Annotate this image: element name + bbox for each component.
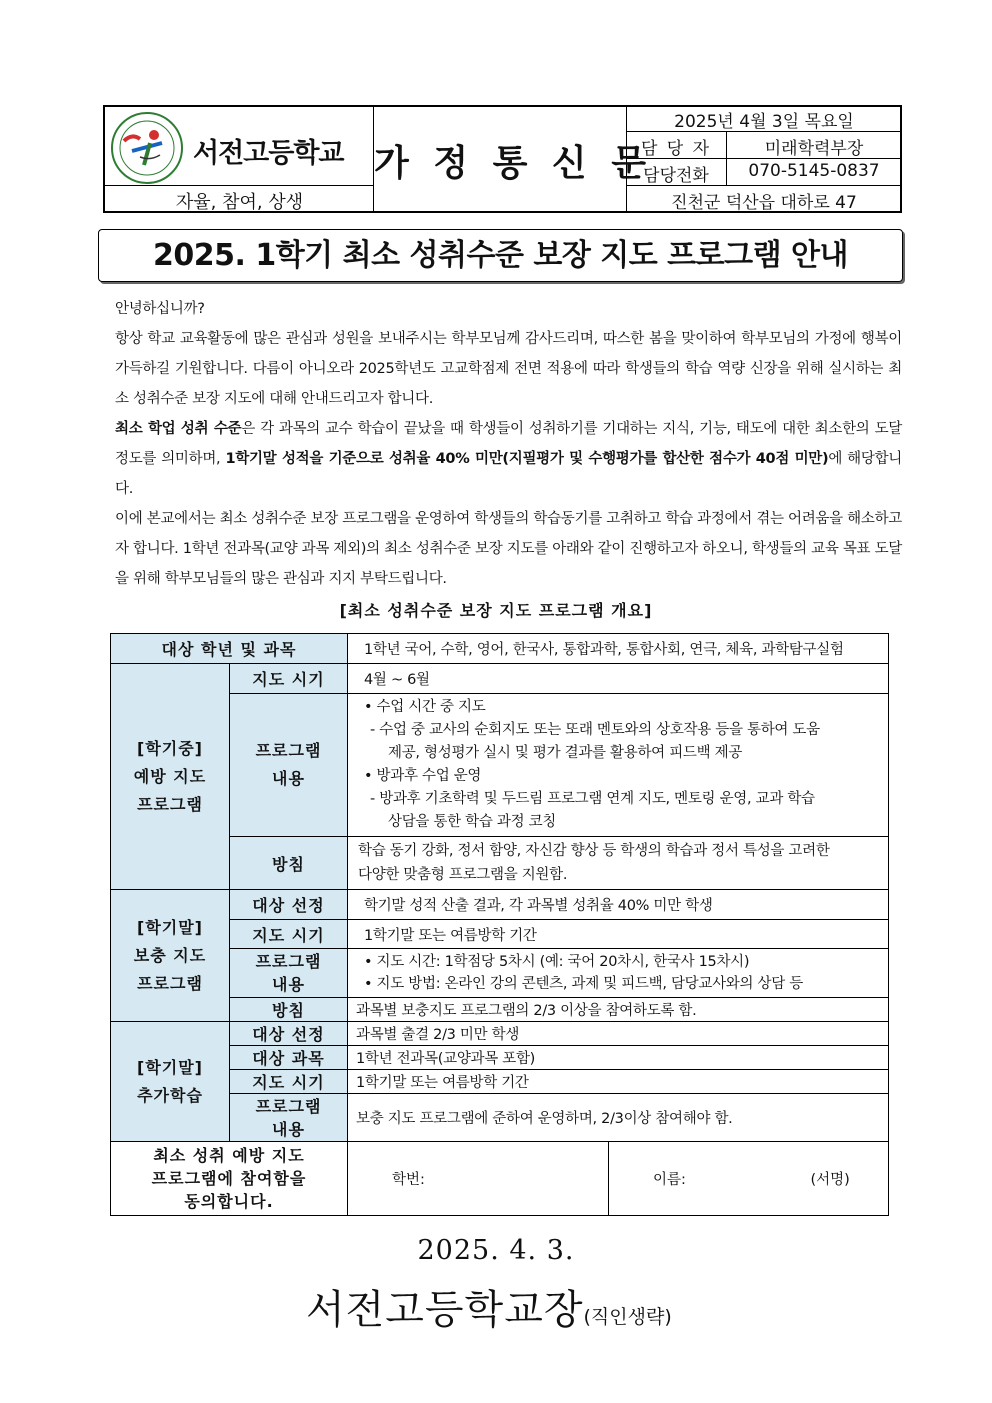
label-line: 프로그램 [255,952,322,971]
content-value: 보충 지도 프로그램에 준하여 운영하며, 2/3이상 참여해야 함. [348,1094,889,1142]
group-name-line: [학기중] [137,738,203,758]
group-name-line: 예방 지도 [133,766,207,786]
school-name: 서전고등학교 [193,138,344,169]
group-name-line: 보충 지도 [133,945,207,965]
target-label: 대상 학년 및 과목 [111,634,348,664]
label-line: 내용 [272,769,305,788]
content-line: 상담을 통한 학습 과정 코칭 [388,814,557,830]
policy-label: 방침 [230,837,348,890]
consent-statement [111,1142,348,1216]
consent-line: 프로그램에 참여함을 [151,1169,307,1188]
label-line: 프로그램 [255,741,322,760]
paragraph-1: 항상 학교 교육활동에 많은 관심과 성원을 보내주시는 학부모님께 감사드리며, 따스한 봄을 맞이하여 학부모님의 가정에 행복이 가득하길 기원합니다. 다름이 아니오라 2025학년도 고교학점제 전면 적용에 따라 학생들의 학습 역량 신장을 위해 실시하는 최소 성취수준 보장 지도에 대해 안내드리고자 합니다. [115,331,902,407]
principal-signature [306,1278,672,1335]
p2-text-2: 에 해당합니다. [115,451,902,497]
school-emblem-icon [110,111,184,185]
subject-label: 대상 과목 [230,1046,348,1070]
phone-label: 담당전화 [643,166,709,186]
signature-label: (서명) [810,1172,850,1188]
footer-date: 2025. 4. 3. [417,1235,575,1266]
table-row [111,1022,889,1046]
group-name-line: 프로그램 [137,794,203,814]
policy-line: 다양한 맞춤형 프로그램을 지원함. [358,867,568,883]
content-label [230,694,348,837]
name-signature-field[interactable] [609,1142,889,1216]
content-label [230,1094,348,1142]
label-line: 프로그램 [255,1096,322,1116]
period-label: 지도 시기 [230,1070,348,1094]
principal-title: 서전고등학교장 [306,1287,584,1333]
phone-number: 070-5145-0837 [748,161,880,181]
program-overview-table [110,633,889,1216]
select-value: 학기말 성적 산출 결과, 각 과목별 성취율 40% 미만 학생 [348,890,889,920]
paragraph-2 [98,414,902,504]
group-name-line: [학기말] [137,917,203,937]
policy-value [348,837,889,890]
name-label: 이름: [653,1172,686,1188]
group-name-line: 추가학습 [137,1085,203,1105]
greeting: 안녕하십니까? [115,301,205,317]
group-additional [111,1022,230,1142]
letter-header [103,105,902,213]
group-preventive [111,664,230,890]
table-row [111,1142,889,1216]
student-number-label: 학번: [392,1172,425,1188]
period-value: 4월 ~ 6월 [348,664,889,694]
select-value: 과목별 출결 2/3 미만 학생 [348,1022,889,1046]
content-line: • 지도 방법: 온라인 강의 콘텐츠, 과제 및 피드백, 담당교사와의 상담 등 [364,976,803,992]
period-label: 지도 시기 [230,664,348,694]
group-name-line: 프로그램 [137,973,203,993]
policy-line: 학습 동기 강화, 정서 함양, 자신감 향상 등 학생의 학습과 정서 특성을 고려한 [358,843,830,859]
p2-text-1: 은 각 과목의 교수 학습이 끝났을 때 학생들이 성취하기를 기대하는 지식, 기능, 태도에 대한 최소한의 도달 정도를 의미하며, [115,421,902,467]
policy-value: 과목별 보충지도 프로그램의 2/3 이상을 참여하도록 함. [348,998,889,1022]
content-line: 제공, 형성평가 실시 및 평가 결과를 활용하여 피드백 제공 [388,745,743,761]
content-value [348,694,889,837]
content-label [230,949,348,998]
content-line: • 방과후 수업 운영 [364,768,482,784]
content-line: • 지도 시간: 1학점당 5차시 (예: 국어 20차시, 한국사 15차시) [364,954,750,970]
school-address: 진천군 덕산읍 대하로 47 [671,193,857,213]
content-line: • 수업 시간 중 지도 [364,699,486,715]
label-line: 내용 [272,1119,305,1139]
label-line: 내용 [272,975,305,994]
policy-label: 방침 [230,998,348,1022]
contact-person-label: 담 당 자 [640,139,712,159]
group-supplementary [111,890,230,1022]
letter-body [98,294,902,594]
notice-title: 2025. 1학기 최소 성취수준 보장 지도 프로그램 안내 [152,238,849,273]
period-value: 1학기말 또는 여름방학 기간 [348,920,889,949]
content-line: - 방과후 기초학력 및 두드림 프로그램 연계 지도, 멘토링 운영, 교과 학습 [370,791,815,807]
select-label: 대상 선정 [230,1022,348,1046]
consent-line: 최소 성취 예방 지도 [153,1146,305,1165]
consent-line: 동의합니다. [184,1192,274,1211]
letter-date: 2025년 4월 3일 목요일 [674,112,854,132]
group-name-line: [학기말] [137,1057,203,1077]
period-value: 1학기말 또는 여름방학 기간 [348,1070,889,1094]
table-row [111,664,889,694]
content-value [348,949,889,998]
p2-bold-criteria: 1학기말 성적을 기준으로 성취율 40% 미만(지필평가 및 수행평가를 합산한 점수가 40점 미만) [225,451,829,467]
period-label: 지도 시기 [230,920,348,949]
section-title: [최소 성취수준 보장 지도 프로그램 개요] [339,601,653,620]
table-row [111,634,889,664]
subject-value: 1학년 전과목(교양과목 포함) [348,1046,889,1070]
school-motto: 자율, 참여, 상생 [175,192,304,213]
notice-title-box [98,229,903,282]
target-value: 1학년 국어, 수학, 영어, 한국사, 통합과학, 통합사회, 연극, 체육, 과학탐구실험 [348,634,889,664]
p2-bold-term: 최소 학업 성취 수준 [115,421,242,437]
select-label: 대상 선정 [230,890,348,920]
content-line: - 수업 중 교사의 순회지도 또는 또래 멘토와의 상호작용 등을 통하여 도움 [370,722,820,738]
paragraph-3: 이에 본교에서는 최소 성취수준 보장 프로그램을 운영하여 학생들의 학습동기를 고취하고 학습 과정에서 겪는 어려움을 해소하고자 합니다. 1학년 전과목(교양 과목 제외)의 최소 성취수준 보장 지도를 아래와 같이 진행하고자 하오니, 학생들의 교육 목표 도달을 위해 학부모님들의 많은 관심과 지지 부탁드립니다. [115,511,902,587]
table-row [111,890,889,920]
contact-person: 미래학력부장 [764,139,864,159]
seal-note: (직인생략) [583,1306,672,1328]
document-title: 가 정 통 신 문 [374,143,653,184]
student-number-field[interactable] [348,1142,609,1216]
